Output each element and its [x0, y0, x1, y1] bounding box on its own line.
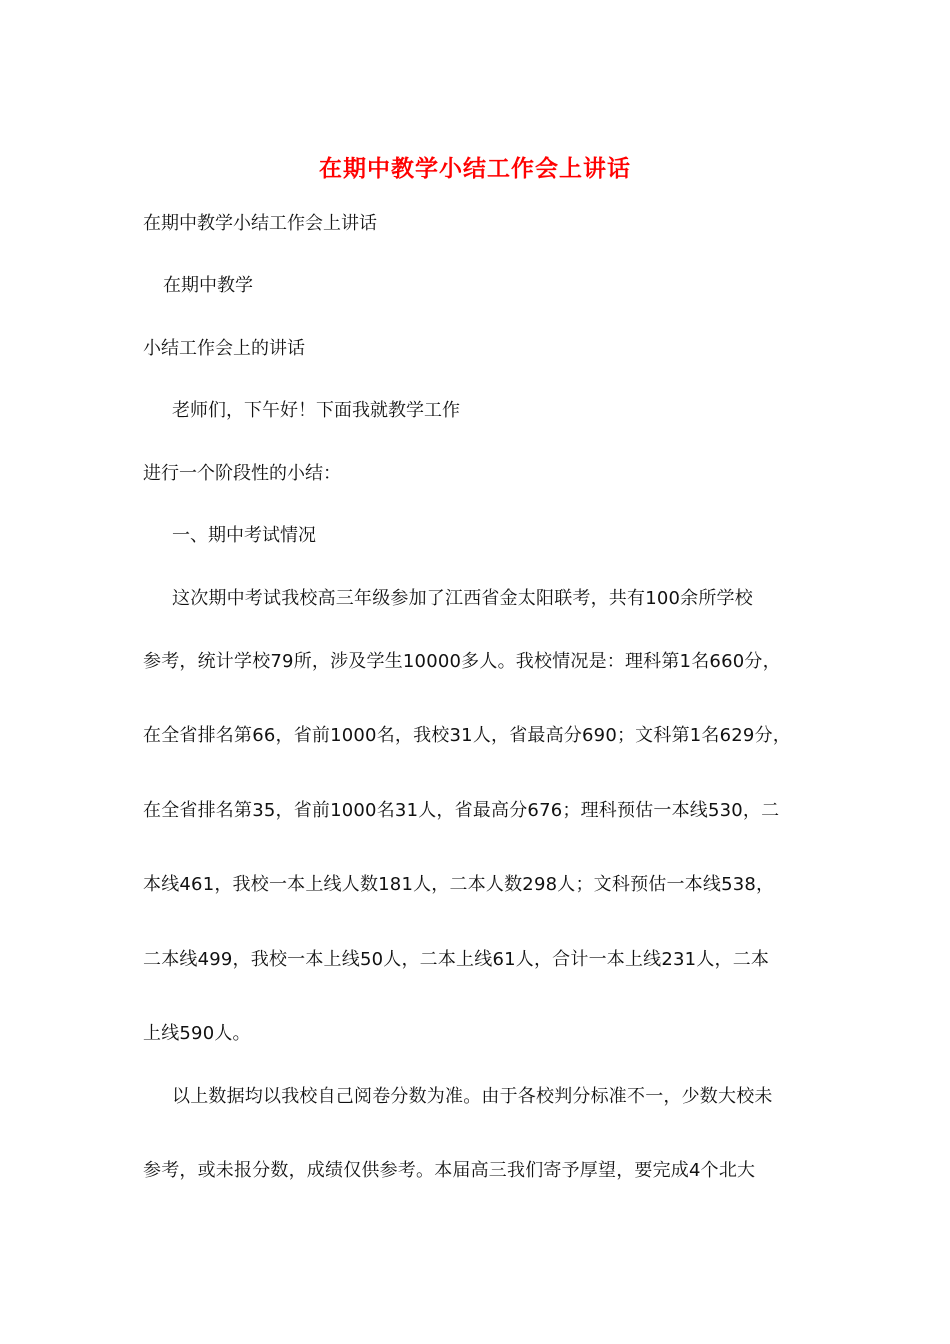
paragraph-line: 以上数据均以我校自己阅卷分数为准。由于各校判分标准不一，少数大校未 — [172, 1086, 773, 1107]
paragraph-line: 本线461，我校一本上线人数181人，二本人数298人；文科预估一本线538， — [143, 874, 775, 895]
paragraph-line: 上线590人。 — [143, 1023, 251, 1044]
paragraph-line: 在全省排名第35，省前1000名31人，省最高分676；理科预估一本线530，二 — [143, 800, 780, 821]
paragraph-line: 在期中教学小结工作会上讲话 — [143, 213, 377, 234]
paragraph-line: 在期中教学 — [163, 275, 253, 296]
paragraph-line: 二本线499，我校一本上线50人，二本上线61人，合计一本上线231人，二本 — [143, 949, 770, 970]
section-heading: 一、期中考试情况 — [172, 525, 316, 546]
paragraph-line: 在全省排名第66，省前1000名，我校31人，省最高分690；文科第1名629分， — [143, 725, 791, 746]
document-title: 在期中教学小结工作会上讲话 — [319, 155, 631, 182]
paragraph-line: 参考，或未报分数，成绩仅供参考。本届高三我们寄予厚望，要完成4个北大 — [143, 1160, 756, 1181]
paragraph-line: 小结工作会上的讲话 — [143, 338, 305, 359]
paragraph-line: 参考，统计学校79所，涉及学生10000多人。我校情况是：理科第1名660分， — [143, 651, 781, 672]
paragraph-line: 老师们，下午好！下面我就教学工作 — [172, 400, 460, 421]
paragraph-line: 这次期中考试我校高三年级参加了江西省金太阳联考，共有100余所学校 — [172, 588, 753, 609]
paragraph-line: 进行一个阶段性的小结： — [143, 463, 341, 484]
